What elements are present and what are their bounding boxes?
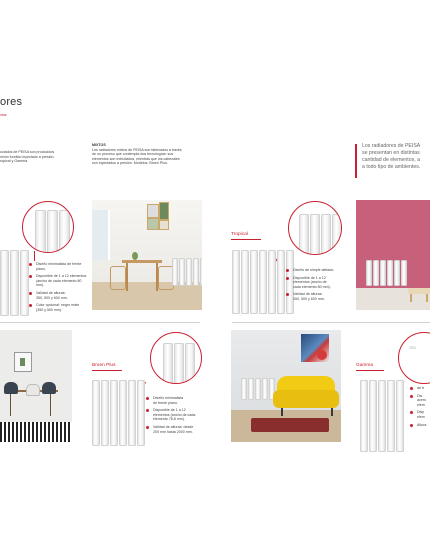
detail-circle [288,201,342,255]
intro-left-line: ropical y Gamma. [0,159,29,164]
intro-right [362,143,420,171]
mixtos-line: Los radiadores mixtos de PEISA son fabricados a través [92,147,182,152]
list-item: Color opcional: negro mate (350 y 500 mm). [29,303,89,312]
red-dot-icon [29,275,32,278]
gamma-bullets [410,386,430,430]
callout-line [34,251,35,261]
section-divider [0,322,200,323]
radiator-icon [0,250,29,316]
room-photo-chairs [0,330,72,442]
page-title: ores [0,96,23,108]
intro-right-line: Los radiadores de PEISA [362,143,421,149]
room-photo-dining [92,200,202,310]
red-dot-icon [29,304,32,307]
red-dot-icon [29,292,32,295]
radiator-icon [35,210,70,253]
red-dot-icon [286,277,289,280]
intro-left [0,150,55,164]
intro-left-line: uciados de PEISA son producidos [0,150,55,154]
red-dot-icon [286,293,289,296]
list-item: Validad de alturas: 350, 500 y 600 mm. [29,291,89,300]
radiator-icon [172,258,202,286]
detail-circle [398,332,430,384]
list-item: Disponible de 1 a 12 elementos (ancho de cada elemento 78,8 mm). [146,408,208,422]
red-dot-icon [146,426,149,429]
mixtos-block [92,143,182,166]
list-item: Diseño minimalista de frente plano. [146,396,208,405]
red-dot-icon [410,411,413,414]
section-divider [232,322,430,323]
tropical-label-line [231,239,261,240]
intro-right-bar [355,144,357,178]
list-item: Disp elem [410,410,430,419]
red-dot-icon [410,387,413,390]
red-dot-icon [146,409,149,412]
gamma-label-line [356,370,384,371]
radiator-icon [299,214,342,255]
mixtos-line: son inyectados a presión. Modelos: Broen Plus. [92,161,168,166]
radiator-icon [241,378,275,400]
broen-plus-bullets [146,396,208,437]
tropical-label: Tropical [231,232,248,237]
page-subtitle: xtos [0,113,7,117]
gamma-label: Gamma [356,363,374,368]
detail-circle [22,201,74,253]
room-photo-pink [356,200,430,310]
list-item: Dis acero elem [410,394,430,408]
radiator-icon [232,250,294,314]
list-item: Altura [410,423,430,428]
radiator-icon [92,380,145,446]
radiator-icon [366,260,407,286]
list-item: de tr [410,386,430,391]
mixtos-heading: MIXTOS [92,143,106,147]
red-dot-icon [146,397,149,400]
intro-left-line: minio fundido inyectado a presión. [0,154,55,159]
intro-right-line: cantidad de elementos, a [362,157,420,163]
mixtos-line: elementos son extrudados, mientras que los cabezales [92,156,180,161]
mixtos-line: de un proceso que contempla dos tecnologías: sus [92,152,174,157]
intro-right-line: se presentan en distintas [362,150,420,156]
broen-plus-label: Broen Plus [92,363,116,368]
detail-circle [150,332,202,384]
radiator-icon [163,343,195,384]
red-dot-icon [410,424,413,427]
broen-plus-label-line [92,370,122,371]
list-item: Disponible de 1 a 12 elementos (ancho de cada elemento 80 mm). [29,274,89,288]
list-item: Diseño de simple aletado. [286,268,346,273]
room-photo-sofa [231,330,341,442]
radiator-icon [360,380,404,452]
list-item: Validad de alturas: desde 200 mm hasta 2000 mm. [146,425,208,434]
list-item: Diseño minimalista de frente plano. [29,262,89,271]
red-dot-icon [410,395,413,398]
tropical-bullets [286,268,346,305]
intro-right-line: a todo tipo de ambientes. [362,164,421,170]
list-item: Validad de alturas: 350, 500 y 600 mm. [286,292,346,301]
gamma-circle-label: Sta [409,345,416,350]
red-dot-icon [29,263,32,266]
red-dot-icon [286,269,289,272]
product-left-bullets [29,262,89,315]
list-item: Disponible de 1 a 12 elementos (ancho de cada elemento 80 mm). [286,276,346,290]
